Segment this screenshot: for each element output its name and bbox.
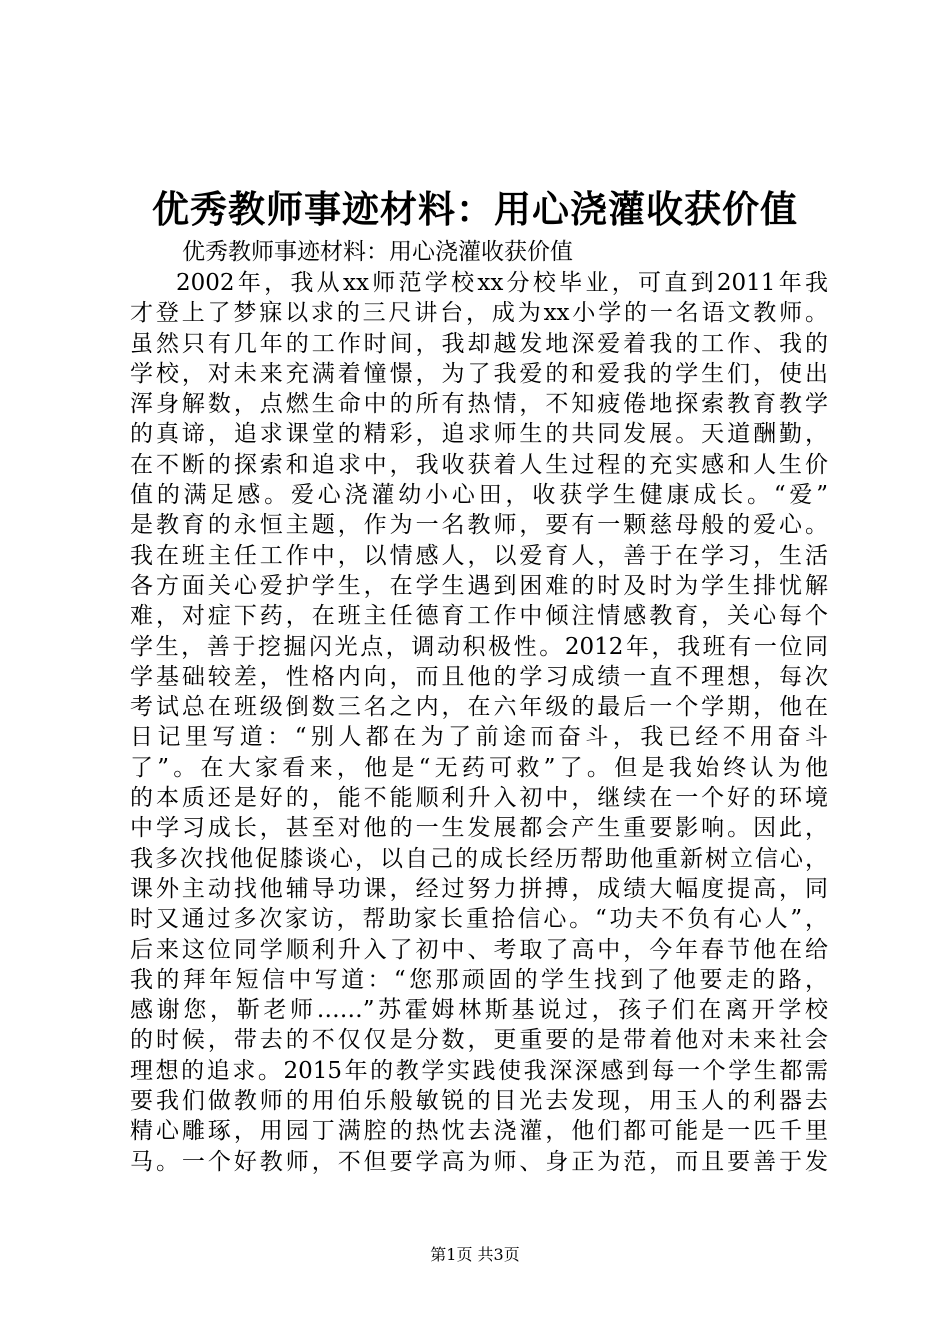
body-line: 虽然只有几年的工作时间，我却越发地深爱着我的工作、我的 (130, 330, 828, 357)
body-line: 考试总在班级倒数三名之内，在六年级的最后一个学期，他在 (130, 694, 828, 721)
body-line: 是教育的永恒主题，作为一名教师，要有一颗慈母般的爱心。 (130, 512, 828, 539)
body-line: 了”。在大家看来，他是“无药可救”了。但是我始终认为他 (130, 754, 828, 781)
body-line: 后来这位同学顺利升入了初中、考取了高中，今年春节他在给 (130, 936, 828, 963)
body-line: 我在班主任工作中，以情感人，以爱育人，善于在学习，生活 (130, 542, 828, 569)
body-text (130, 268, 828, 1177)
body-line: 时又通过多次家访，帮助家长重拾信心。“功夫不负有心人”， (130, 906, 828, 933)
body-line: 的本质还是好的，能不能顺利升入初中，继续在一个好的环境 (130, 785, 828, 812)
body-line: 才登上了梦寐以求的三尺讲台，成为xx小学的一名语文教师。 (130, 300, 828, 327)
body-line: 学校，对未来充满着憧憬，为了我爱的和爱我的学生们，使出 (130, 360, 828, 387)
body-line: 各方面关心爱护学生，在学生遇到困难的时及时为学生排忧解 (130, 572, 828, 599)
body-line: 难，对症下药，在班主任德育工作中倾注情感教育，关心每个 (130, 603, 828, 630)
body-line: 值的满足感。爱心浇灌幼小心田，收获学生健康成长。“爱” (130, 482, 828, 509)
body-line: 的真谛，追求课堂的精彩，追求师生的共同发展。天道酬勤， (130, 421, 828, 448)
body-line: 2002年，我从xx师范学校xx分校毕业，可直到2011年我 (176, 270, 828, 296)
document-subtitle: 优秀教师事迹材料：用心浇灌收获价值 (182, 239, 573, 265)
body-line: 的时候，带去的不仅仅是分数，更重要的是带着他对未来社会 (130, 1027, 828, 1054)
body-line: 中学习成长，甚至对他的一生发展都会产生重要影响。因此， (130, 815, 828, 842)
body-line: 马。一个好教师，不但要学高为师、身正为范，而且要善于发 (130, 1148, 828, 1175)
body-line: 浑身解数，点燃生命中的所有热情，不知疲倦地探索教育教学 (130, 391, 828, 418)
body-line: 学生，善于挖掘闪光点，调动积极性。2012年，我班有一位同 (130, 633, 828, 660)
body-line: 课外主动找他辅导功课，经过努力拼搏，成绩大幅度提高，同 (130, 875, 828, 902)
body-line: 我的拜年短信中写道：“您那顽固的学生找到了他要走的路， (130, 966, 828, 993)
body-line: 理想的追求。2015年的教学实践使我深深感到每一个学生都需 (130, 1057, 828, 1084)
page-title: 优秀教师事迹材料：用心浇灌收获价值 (152, 187, 798, 231)
body-line: 精心雕琢，用园丁满腔的热忱去浇灌，他们都可能是一匹千里 (130, 1118, 828, 1145)
page-footer: 第1页 共3页 (430, 1245, 520, 1264)
body-line: 要我们做教师的用伯乐般敏锐的目光去发现，用玉人的利器去 (130, 1088, 828, 1115)
body-line: 我多次找他促膝谈心，以自己的成长经历帮助他重新树立信心， (130, 845, 828, 872)
body-line: 日记里写道：“别人都在为了前途而奋斗，我已经不用奋斗 (130, 724, 828, 751)
body-line: 学基础较差，性格内向，而且他的学习成绩一直不理想，每次 (130, 663, 828, 690)
body-line: 在不断的探索和追求中，我收获着人生过程的充实感和人生价 (130, 451, 828, 478)
body-line: 感谢您，靳老师……”苏霍姆林斯基说过，孩子们在离开学校 (130, 997, 828, 1024)
